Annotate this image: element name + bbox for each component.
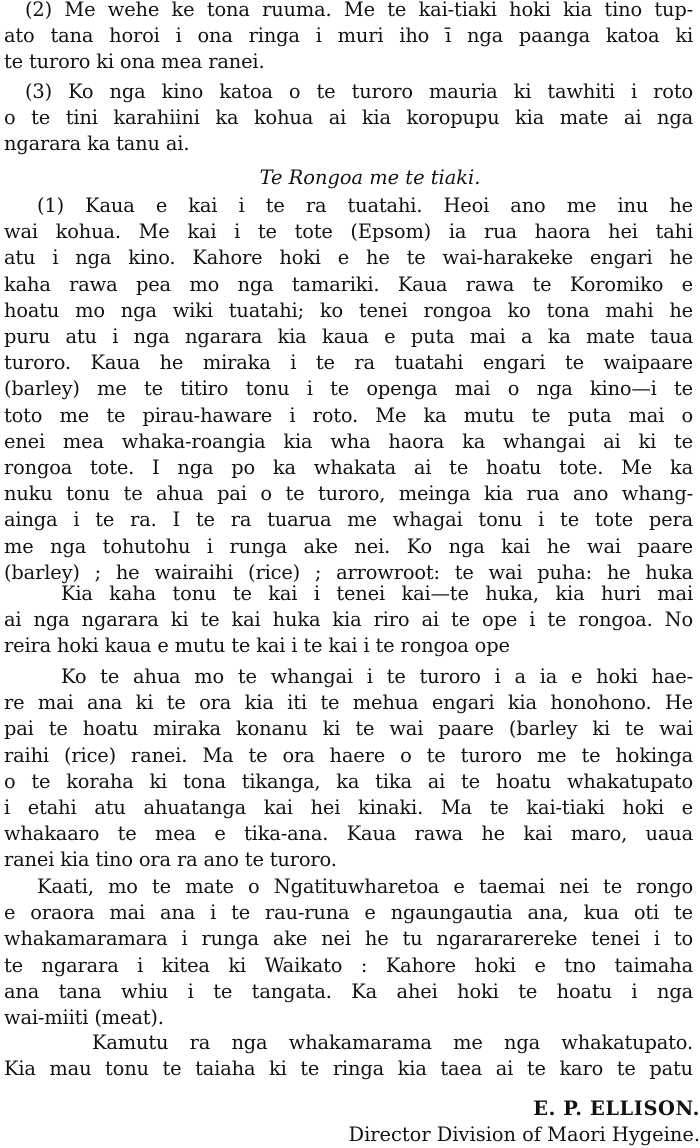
text-line: whakamaramara i runga ake nei he tu ngarararereke tenei i to	[4, 927, 693, 951]
text-line: (1) Kaua e kai i te ra tuatahi. Heoi ano me inu he	[37, 194, 693, 217]
text-line: Kamutu ra nga whakamarama me nga whakatupato.	[92, 1031, 693, 1054]
paragraph-3	[4, 79, 693, 158]
text-line: whakaaro te mea e tika-ana. Kaua rawa he kai maro, uaua	[4, 822, 693, 846]
paragraph-2	[4, 0, 693, 76]
text-line: te turoro ki ona mea ranei.	[4, 50, 265, 74]
paragraph-kia-kaha	[4, 581, 693, 660]
text-line: pai te hoatu miraka konanu ki te wai paare (barley ki te wai	[4, 717, 693, 741]
text-line: toto me te pirau-haware i roto. Me ka mutu te puta mai o	[4, 403, 693, 427]
text-line: wai-miiti (meat).	[4, 1006, 164, 1030]
text-line: raihi (rice) ranei. Ma te ora haere o te turoro me te hokinga	[4, 743, 693, 767]
text-line: e oraora mai ana i te rau-runa e ngaungautia ana, kua oti te	[4, 901, 693, 925]
signature-title: Director Division of Maori Hygeine.	[348, 1123, 700, 1146]
text-line: atu i nga kino. Kahore hoki e he te wai-harakeke engari he	[4, 246, 693, 270]
text-line: ai nga ngarara ki te kai huka kia riro ai te ope i te rongoa. No	[4, 608, 693, 632]
text-line: rongoa tote. I nga po ka whakata ai te hoatu tote. Me ka	[4, 456, 693, 480]
signature-name: E. P. ELLISON.	[533, 1097, 700, 1120]
text-line: ranei kia tino ora ra ano te turoro.	[4, 848, 337, 872]
text-line: (barley) ; he wairaihi (rice) ; arrowroot: te wai puha: he huka	[4, 560, 693, 584]
text-line: te ngarara i kitea ki Waikato : Kahore hoki e tno taimaha	[4, 953, 693, 977]
text-line: wai kohua. Me kai i te tote (Epsom) ia rua haora hei tahi	[4, 220, 693, 244]
text-line: (3) Ko nga kino katoa o te turoro mauria ki tawhiti i roto	[25, 80, 693, 103]
text-line: re mai ana ki te ora kia iti te mehua engari kia honohono. He	[4, 691, 693, 715]
text-line: Kaati, mo te mate o Ngatituwharetoa e taemai nei te rongo	[37, 875, 693, 898]
text-line: enei mea whaka-roangia kia wha haora ka whangai ai ki te	[4, 429, 693, 453]
text-line: ainga i te ra. I te ra tuarua me whagai tonu i te tote pera	[4, 508, 693, 532]
section-heading: Te Rongoa me te tiaki.	[259, 166, 481, 189]
text-line: me nga tohutohu i runga ake nei. Ko nga kai he wai paare	[4, 534, 693, 558]
paragraph-ko-te-ahua	[4, 664, 693, 874]
text-line: reira hoki kaua e mutu te kai i te kai i te rongoa ope	[4, 634, 510, 658]
text-line: ngarara ka tanu ai.	[4, 132, 190, 156]
paragraph-1	[4, 193, 693, 586]
text-line: Kia kaha tonu te kai i tenei kai—te huka, kia huri mai	[61, 582, 693, 605]
text-line: (barley) me te titiro tonu i te openga mai o nga kino—i te	[4, 377, 693, 401]
text-line: turoro. Kaua he miraka i te ra tuatahi engari te waipaare	[4, 351, 693, 375]
text-line: nuku tonu te ahua pai o te turoro, meinga kia rua ano whang-	[4, 482, 693, 506]
paragraph-kaati	[4, 874, 693, 1031]
text-line: kaha rawa pea mo nga tamariki. Kaua rawa te Koromiko e	[4, 272, 693, 296]
paragraph-closing	[4, 1030, 693, 1082]
text-line: Ko te ahua mo te whangai i te turoro i a ia e hoki hae-	[61, 665, 693, 688]
text-line: (2) Me wehe ke tona ruuma. Me te kai-tiaki hoki kia tino tup-	[25, 0, 693, 21]
text-line: ana tana whiu i te tangata. Ka ahei hoki te hoatu i nga	[4, 979, 693, 1003]
text-line: o te tini karahiini ka kohua ai kia koropupu kia mate ai nga	[4, 106, 693, 130]
text-line: i etahi atu ahuatanga kai hei kinaki. Ma te kai-tiaki hoki e	[4, 796, 693, 820]
text-line: Kia mau tonu te taiaha ki te ringa kia taea ai te karo te patu	[4, 1057, 693, 1081]
text-line: hoatu mo nga wiki tuatahi; ko tenei rongoa ko tona mahi he	[4, 298, 693, 322]
text-line: puru atu i nga ngarara kia kaua e puta mai a ka mate taua	[4, 325, 693, 349]
text-line: ato tana horoi i ona ringa i muri iho ī nga paanga katoa ki	[4, 24, 693, 48]
text-line: o te koraha ki tona tikanga, ka tika ai te hoatu whakatupato	[4, 769, 693, 793]
